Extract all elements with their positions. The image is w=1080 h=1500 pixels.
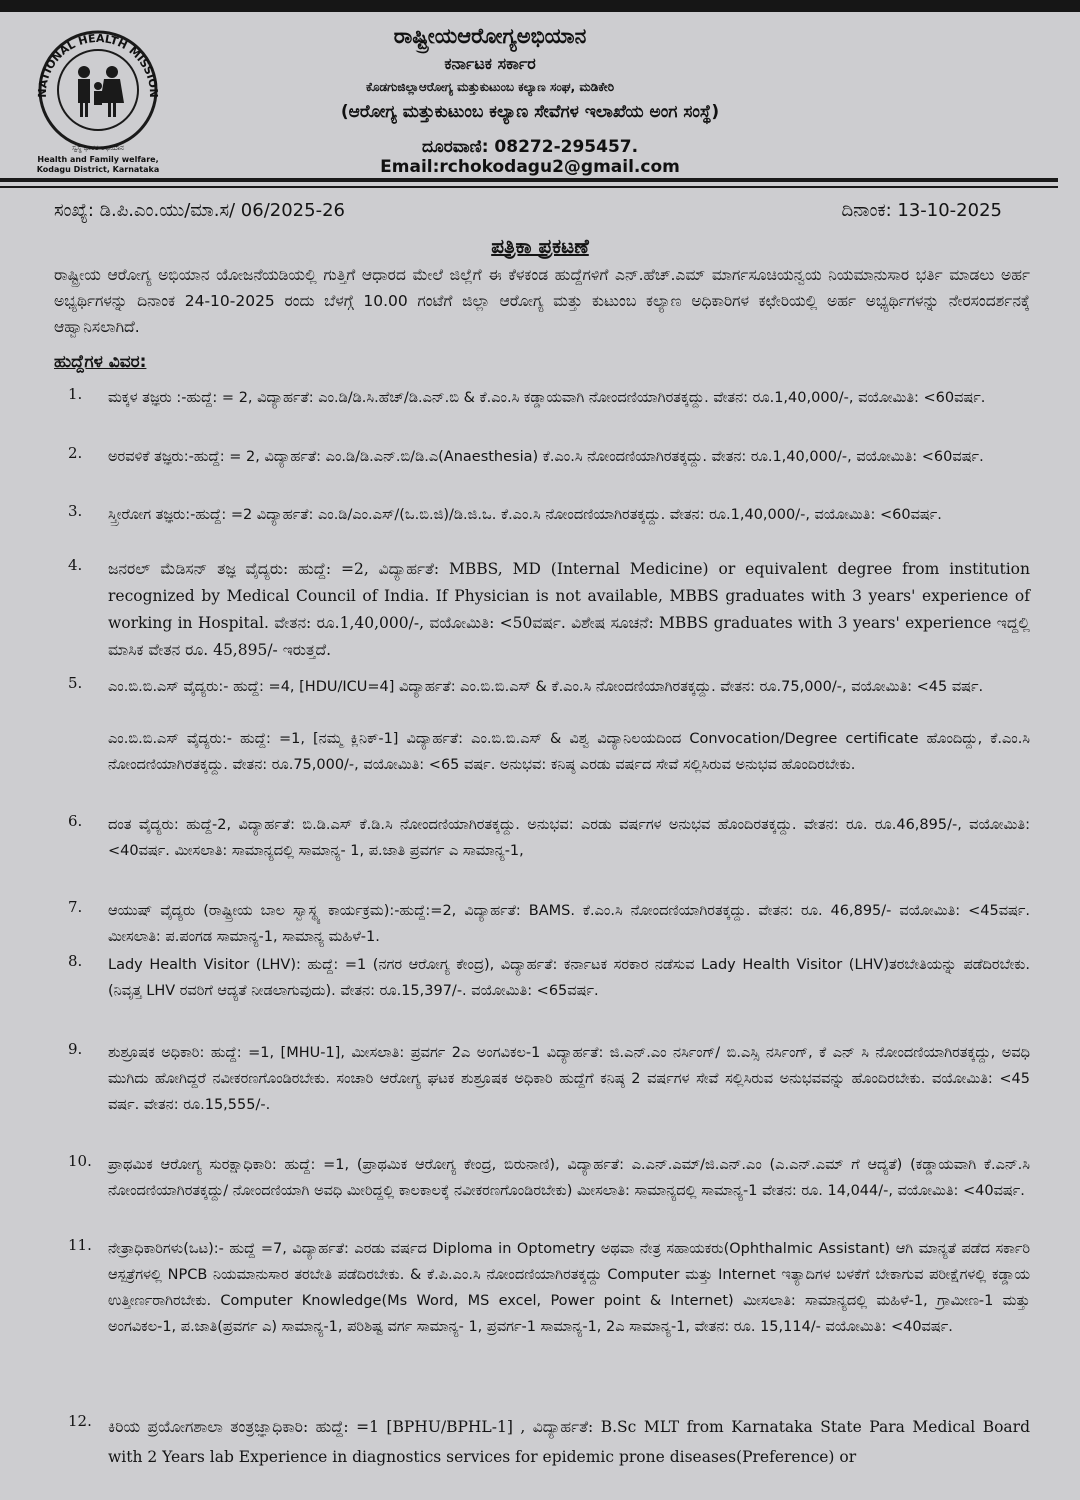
header-divider-thin [0, 186, 1058, 188]
notice-date: ದಿನಾಂಕ: 13-10-2025 [841, 200, 1002, 221]
intro-paragraph: ರಾಷ್ಟ್ರೀಯ ಆರೋಗ್ಯ ಅಭಿಯಾನ ಯೋಜನೆಯಡಿಯಲ್ಲಿ ಗುತ್ತಿಗೆ ಆಧಾರದ ಮೇಲೆ ಜಿಲ್ಲೆಗೆ ಈ ಕೆಳಕಂಡ ಹುದ್ದೆಗಳಿಗೆ ಎನ್.ಹೆಚ್.ಎಮ್ ಮಾರ್ಗಸೂಚಿಯನ್ವಯ ನಿಯಮಾನುಸಾರ ಭರ್ತಿ ಮಾಡಲು ಅರ್ಹ ಅಭ್ಯರ್ಥಿಗಳನ್ನು ದಿನಾಂಕ 24-10-2025 ರಂದು ಬೆಳಗ್ಗೆ 10.00 ಗಂಟೆಗೆ ಜಿಲ್ಲಾ ಆರೋಗ್ಯ ಮತ್ತು ಕುಟುಂಬ ಕಲ್ಯಾಣ ಅಧಿಕಾರಿಗಳ ಕಛೇರಿಯಲ್ಲಿ ಅರ್ಹ ಅಭ್ಯರ್ಥಿಗಳನ್ನು ನೇರಸಂದರ್ಶನಕ್ಕೆ ಆಹ್ವಾನಿಸಲಾಗಿದೆ. [54, 266, 1030, 336]
item-number: 3. [68, 502, 83, 520]
post-item-3 [68, 502, 1030, 528]
item-text: Lady Health Visitor (LHV): ಹುದ್ದೆ: =1 (ನಗರ ಆರೋಗ್ಯ ಕೇಂದ್ರ), ವಿದ್ಯಾರ್ಹತೆ: ಕರ್ನಾಟಕ ಸರಕಾರ ನಡೆಸುವ Lady Health Visitor (LHV)ತರಬೇತಿಯನ್ನು ಪಡೆದಿರಬೇಕು. (ನಿವೃತ್ತ LHV ರವರಿಗೆ ಆದ್ಯತೆ ನೀಡಲಾಗುವುದು). ವೇತನ: ರೂ.15,397/-. ವಯೋಮಿತಿ: <65ವರ್ಷ. [108, 957, 1030, 999]
item-text: ಆಯುಷ್ ವೈದ್ಯರು (ರಾಷ್ಟ್ರೀಯ ಬಾಲ ಸ್ವಾಸ್ಥ್ಯ ಕಾರ್ಯಕ್ರಮ):-ಹುದ್ದೆ:=2, ವಿದ್ಯಾರ್ಹತೆ: BAMS. ಕೆ.ಎಂ.ಸಿ ನೋಂದಣಿಯಾಗಿರತಕ್ಕದ್ದು. ವೇತನ: ರೂ. 46,895/- ವಯೋಮಿತಿ: <45ವರ್ಷ. ಮೀಸಲಾತಿ: ಪ.ಪಂಗಡ ಸಾಮಾನ್ಯ-1, ಸಾಮಾನ್ಯ ಮಹಿಳೆ-1. [108, 903, 1030, 945]
item-text: ಶುಶ್ರೂಷಕ ಅಧಿಕಾರಿ: ಹುದ್ದೆ: =1, [MHU-1], ಮೀಸಲಾತಿ: ಪ್ರವರ್ಗ 2ಎ ಅಂಗವಿಕಲ-1 ವಿದ್ಯಾರ್ಹತೆ: ಜಿ.ಎನ್.ಎಂ ನರ್ಸಿಂಗ್/ ಬಿ.ಎಸ್ಸಿ ನರ್ಸಿಂಗ್, ಕೆ ಎನ್ ಸಿ ನೋಂದಣಿಯಾಗಿರತಕ್ಕದ್ದು, ಅವಧಿ ಮುಗಿದು ಹೋಗಿದ್ದರೆ ನವೀಕರಣಗೊಂಡಿರಬೇಕು. ಸಂಚಾರಿ ಆರೋಗ್ಯ ಘಟಕ ಶುಶ್ರೂಷಕ ಅಧಿಕಾರಿ ಹುದ್ದೆಗೆ ಕನಿಷ್ಠ 2 ವರ್ಷಗಳ ಸೇವೆ ಸಲ್ಲಿಸಿರುವ ಅನುಭವವನ್ನು ಹೊಂದಿರಬೇಕು. ವಯೋಮಿತಿ: <45 ವರ್ಷ. ವೇತನ: ರೂ.15,555/-. [108, 1045, 1030, 1113]
letterhead [0, 12, 1080, 177]
item-text: ಎಂ.ಬಿ.ಬಿ.ಎಸ್ ವೈದ್ಯರು:- ಹುದ್ದೆ: =1, [ನಮ್ಮ ಕ್ಲಿನಿಕ್-1] ವಿದ್ಯಾರ್ಹತೆ: ಎಂ.ಬಿ.ಬಿ.ಎಸ್ & ವಿಶ್ವ ವಿದ್ಯಾನಿಲಯದಿಂದ Convocation/Degree certificate ಹೊಂದಿದ್ದು, ಕೆ.ಎಂ.ಸಿ ನೋಂದಣಿಯಾಗಿರತಕ್ಕದ್ದು. ವೇತನ: ರೂ.75,000/-, ವಯೋಮಿತಿ: <65 ವರ್ಷ. ಅನುಭವ: ಕನಿಷ್ಠ ಎರಡು ವರ್ಷದ ಸೇವೆ ಸಲ್ಲಿಸಿರುವ ಅನುಭವ ಹೊಂದಿರಬೇಕು. [108, 731, 1030, 773]
post-item-10 [68, 1152, 1030, 1204]
header-government: ಕರ್ನಾಟಕ ಸರ್ಕಾರ [444, 54, 536, 73]
header-society: ಕೊಡಗುಜಿಲ್ಲಾಆರೋಗ್ಯ ಮತ್ತುಕುಟುಂಬ ಕಲ್ಯಾಣ ಸಂಘ, ಮಡಿಕೇರಿ [365, 80, 615, 94]
logo-caption-1: Health and Family welfare, [37, 155, 159, 164]
header-department: (ಆರೋಗ್ಯ ಮತ್ತುಕುಟುಂಬ ಕಲ್ಯಾಣ ಸೇವೆಗಳ ಇಲಾಖೆಯ ಅಂಗ ಸಂಸ್ಥೆ) [340, 102, 720, 122]
logo-motto: ಸ್ವಸ್ಥ ಭಾರತ ಅಭಿಯಾನ [72, 144, 124, 152]
item-number: 11. [68, 1236, 92, 1254]
item-number: 10. [68, 1152, 92, 1170]
item-text: ಪ್ರಾಥಮಿಕ ಆರೋಗ್ಯ ಸುರಕ್ಷಾಧಿಕಾರಿ: ಹುದ್ದೆ: =1, (ಪ್ರಾಥಮಿಕ ಆರೋಗ್ಯ ಕೇಂದ್ರ, ಬಿರುನಾಣಿ), ವಿದ್ಯಾರ್ಹತೆ: ಎ.ಎನ್.ಎಮ್/ಜಿ.ಎನ್.ಎಂ (ಎ.ಎನ್.ಎಮ್ ಗೆ ಆದ್ಯತೆ) (ಕಡ್ಡಾಯವಾಗಿ ಕೆ.ಎನ್.ಸಿ ನೋಂದಣಿಯಾಗಿರತಕ್ಕದ್ದು/ ನೋಂದಣಿಯಾಗಿ ಅವಧಿ ಮೀರಿದ್ದಲ್ಲಿ ಕಾಲಕಾಲಕ್ಕೆ ನವೀಕರಣಗೊಂಡಿರಬೇಕು) ಮೀಸಲಾತಿ: ಸಾಮಾನ್ಯದಲ್ಲಿ ಸಾಮಾನ್ಯ-1 ವೇತನ: ರೂ. 14,044/-, ವಯೋಮಿತಿ: <40ವರ್ಷ. [108, 1157, 1030, 1199]
item-number: 6. [68, 812, 83, 830]
item-number: 12. [68, 1412, 92, 1430]
notice-title: ಪತ್ರಿಕಾ ಪ್ರಕಟಣೆ [491, 234, 589, 258]
item-number: 9. [68, 1040, 83, 1058]
posts-heading: ಹುದ್ದೆಗಳ ವಿವರ: [54, 352, 147, 372]
item-text: ಮಕ್ಕಳ ತಜ್ಞರು :-ಹುದ್ದೆ: = 2, ವಿದ್ಯಾರ್ಹತೆ: ಎಂ.ಡಿ/ಡಿ.ಸಿ.ಹೆಚ್/ಡಿ.ಎನ್.ಬಿ & ಕೆ.ಎಂ.ಸಿ ಕಡ್ಡಾಯವಾಗಿ ನೋಂದಣಿಯಾಗಿರತಕ್ಕದ್ದು. ವೇತನ: ರೂ.1,40,000/-, ವಯೋಮಿತಿ: <60ವರ್ಷ. [108, 390, 986, 406]
reference-number: ಸಂಖ್ಯೆ: ಡಿ.ಪಿ.ಎಂ.ಯು/ಮಾ.ಸ/ 06/2025-26 [54, 200, 345, 221]
header-divider-thick [0, 178, 1058, 182]
item-text: ಕಿರಿಯ ಪ್ರಯೋಗಶಾಲಾ ತಂತ್ರಜ್ಞಾಧಿಕಾರಿ: ಹುದ್ದೆ: =1 [BPHU/BPHL-1] , ವಿದ್ಯಾರ್ಹತೆ: B.Sc MLT from Karnataka State Para Medical Board with 2 Years lab Experience in diagnostics services for epidemic prone diseases(Preference) or [108, 1418, 1030, 1466]
item-number: 7. [68, 898, 83, 916]
post-item-2 [68, 444, 1030, 470]
nhm-logo [12, 28, 184, 178]
item-number: 8. [68, 952, 83, 970]
post-item-4 [68, 556, 1030, 664]
post-item-5 [68, 674, 1030, 700]
post-item-9 [68, 1040, 1030, 1118]
post-item-11 [68, 1236, 1030, 1340]
item-text: ಸ್ತ್ರೀರೋಗ ತಜ್ಞರು:-ಹುದ್ದೆ: =2 ವಿದ್ಯಾರ್ಹತೆ: ಎಂ.ಡಿ/ಎಂ.ಎಸ್/(ಒ.ಬಿ.ಜಿ)/ಡಿ.ಜಿ.ಒ. ಕೆ.ಎಂ.ಸಿ ನೋಂದಣಿಯಾಗಿರತಕ್ಕದ್ದು. ವೇತನ: ರೂ.1,40,000/-, ವಯೋಮಿತಿ: <60ವರ್ಷ. [108, 507, 942, 523]
item-number: 4. [68, 556, 83, 574]
post-item-5b [108, 726, 1030, 778]
post-item-7 [68, 898, 1030, 950]
item-number: 2. [68, 444, 83, 462]
top-edge-bar [0, 0, 1080, 12]
item-number: 5. [68, 674, 83, 692]
item-text: ದಂತ ವೈದ್ಯರು: ಹುದ್ದೆ-2, ವಿದ್ಯಾರ್ಹತೆ: ಬಿ.ಡಿ.ಎಸ್ ಕೆ.ಡಿ.ಸಿ ನೋಂದಣಿಯಾಗಿರತಕ್ಕದ್ದು. ಅನುಭವ: ಎರಡು ವರ್ಷಗಳ ಅನುಭವ ಹೊಂದಿರತಕ್ಕದ್ದು. ವೇತನ: ರೂ. ರೂ.46,895/-, ವಯೋಮಿತಿ: <40ವರ್ಷ. ಮೀಸಲಾತಿ: ಸಾಮಾನ್ಯದಲ್ಲಿ ಸಾಮಾನ್ಯ- 1, ಪ.ಜಾತಿ ಪ್ರವರ್ಗ ಎ ಸಾಮಾನ್ಯ-1, [108, 817, 1030, 859]
item-text: ಜನರಲ್ ಮೆಡಿಸನ್ ತಜ್ಞ ವೈದ್ಯರು: ಹುದ್ದೆ: =2, ವಿದ್ಯಾರ್ಹತೆ: MBBS, MD (Internal Medicine) or equivalent degree from institution recognized by Medical Council of India. If Physician is not available, MBBS graduates with 3 years' experience of working in Hospital. ವೇತನ: ರೂ.1,40,000/-, ವಯೋಮಿತಿ: <50ವರ್ಷ. ವಿಶೇಷ ಸೂಚನೆ: MBBS graduates with 3 years' experience ಇದ್ದಲ್ಲಿ ಮಾಸಿಕ ವೇತನ ರೂ. 45,895/- ಇರುತ್ತದೆ. [108, 560, 1030, 659]
item-text: ಅರವಳಿಕೆ ತಜ್ಞರು:-ಹುದ್ದೆ: = 2, ವಿದ್ಯಾರ್ಹತೆ: ಎಂ.ಡಿ/ಡಿ.ಎನ್.ಬಿ/ಡಿ.ಎ(Anaesthesia) ಕೆ.ಎಂ.ಸಿ ನೋಂದಣಿಯಾಗಿರತಕ್ಕದ್ದು. ವೇತನ: ರೂ.1,40,000/-, ವಯೋಮಿತಿ: <60ವರ್ಷ. [108, 449, 984, 465]
post-item-12 [68, 1412, 1030, 1472]
logo-ring-text: NATIONAL HEALTH MISSION [35, 31, 161, 98]
header-mission-name: ರಾಷ್ಟ್ರೀಯಆರೋಗ್ಯಅಭಿಯಾನ [393, 24, 587, 48]
post-item-8 [68, 952, 1030, 1004]
header-contact: ದೂರವಾಣಿ: 08272-295457. Email:rchokodagu2@gmail.com [380, 137, 680, 177]
item-text: ನೇತ್ರಾಧಿಕಾರಿಗಳು(ಒಟ):- ಹುದ್ದೆ =7, ವಿದ್ಯಾರ್ಹತೆ: ಎರಡು ವರ್ಷದ Diploma in Optometry ಅಥವಾ ನೇತ್ರ ಸಹಾಯಕರು(Ophthalmic Assistant) ಆಗಿ ಮಾನ್ಯತೆ ಪಡೆದ ಸರ್ಕಾರಿ ಆಸ್ಪತ್ರೆಗಳಲ್ಲಿ NPCB ನಿಯಮಾನುಸಾರ ತರಬೇತಿ ಪಡೆದಿರಬೇಕು. & ಕೆ.ಪಿ.ಎಂ.ಸಿ ನೋಂದಣಿಯಾಗಿರತಕ್ಕದ್ದು Computer ಮತ್ತು Internet ಇತ್ಯಾದಿಗಳ ಬಳಕೆಗೆ ಬೇಕಾಗುವ ಪರೀಕ್ಷೆಗಳಲ್ಲಿ ಕಡ್ಡಾಯ ಉತ್ತೀರ್ಣರಾಗಿರಬೇಕು. Computer Knowledge(Ms Word, MS excel, Power point & Internet) ಮೀಸಲಾತಿ: ಸಾಮಾನ್ಯದಲ್ಲಿ ಮಹಿಳೆ-1, ಗ್ರಾಮೀಣ-1 ಮತ್ತು ಅಂಗವಿಕಲ-1, ಪ.ಜಾತಿ(ಪ್ರವರ್ಗ ಎ) ಸಾಮಾನ್ಯ-1, ಪರಿಶಿಷ್ಟ ವರ್ಗ ಸಾಮಾನ್ಯ- 1, ಪ್ರವರ್ಗ-1 ಸಾಮಾನ್ಯ-1, 2ಎ ಸಾಮಾನ್ಯ-1, ವೇತನ: ರೂ. 15,114/- ವಯೋಮಿತಿ: <40ವರ್ಷ. [108, 1241, 1030, 1335]
logo-caption-2: Kodagu District, Karnataka [36, 165, 160, 174]
item-text: ಎಂ.ಬಿ.ಬಿ.ಎಸ್ ವೈದ್ಯರು:- ಹುದ್ದೆ: =4, [HDU/ICU=4] ವಿದ್ಯಾರ್ಹತೆ: ಎಂ.ಬಿ.ಬಿ.ಎಸ್ & ಕೆ.ಎಂ.ಸಿ ನೋಂದಣಿಯಾಗಿರತಕ್ಕದ್ದು. ವೇತನ: ರೂ.75,000/-, ವಯೋಮಿತಿ: <45 ವರ್ಷ. [108, 679, 984, 695]
post-item-6 [68, 812, 1030, 864]
post-item-1 [68, 385, 1030, 411]
item-number: 1. [68, 385, 83, 403]
